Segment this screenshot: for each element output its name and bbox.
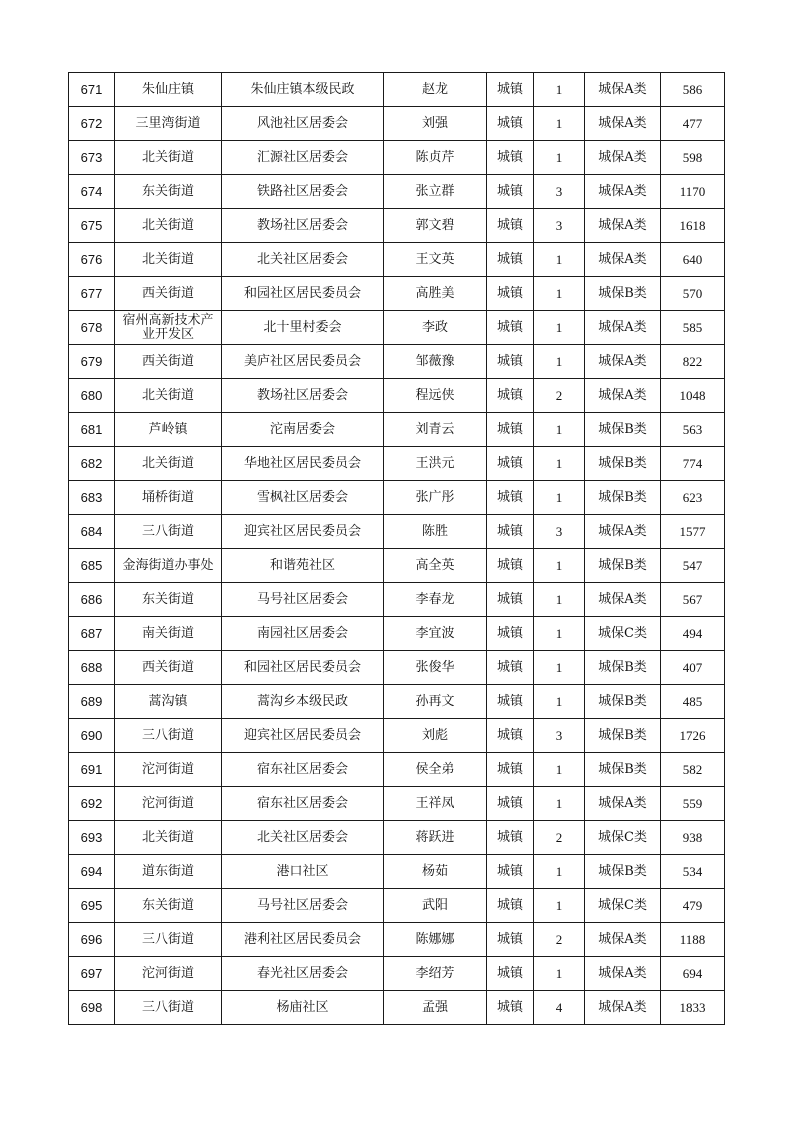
household-count-cell: 1 (534, 141, 585, 175)
category-cell: 城保B类 (585, 855, 661, 889)
name-cell: 孙再文 (384, 685, 487, 719)
street-cell: 北关街道 (115, 209, 222, 243)
street-cell: 北关街道 (115, 141, 222, 175)
category-cell: 城保A类 (585, 73, 661, 107)
row-number-cell: 683 (69, 481, 115, 515)
name-cell: 高全英 (384, 549, 487, 583)
area-type-cell: 城镇 (487, 379, 534, 413)
name-cell: 陈娜娜 (384, 923, 487, 957)
name-cell: 张立群 (384, 175, 487, 209)
community-cell: 朱仙庄镇本级民政 (222, 73, 384, 107)
area-type-cell: 城镇 (487, 311, 534, 345)
row-number-cell: 692 (69, 787, 115, 821)
area-type-cell: 城镇 (487, 515, 534, 549)
row-number-cell: 680 (69, 379, 115, 413)
street-cell: 西关街道 (115, 651, 222, 685)
table-row (69, 243, 725, 277)
street-cell: 三八街道 (115, 923, 222, 957)
street-cell: 三里湾街道 (115, 107, 222, 141)
street-cell: 北关街道 (115, 379, 222, 413)
community-cell: 杨庙社区 (222, 991, 384, 1025)
community-cell: 铁路社区居委会 (222, 175, 384, 209)
row-number-cell: 679 (69, 345, 115, 379)
name-cell: 高胜美 (384, 277, 487, 311)
row-number-cell: 695 (69, 889, 115, 923)
amount-cell: 586 (661, 73, 725, 107)
household-count-cell: 2 (534, 923, 585, 957)
community-cell: 教场社区居委会 (222, 379, 384, 413)
name-cell: 王洪元 (384, 447, 487, 481)
street-cell: 三八街道 (115, 719, 222, 753)
area-type-cell: 城镇 (487, 957, 534, 991)
household-count-cell: 1 (534, 855, 585, 889)
community-cell: 迎宾社区居民委员会 (222, 719, 384, 753)
area-type-cell: 城镇 (487, 651, 534, 685)
table-row (69, 379, 725, 413)
table-row (69, 345, 725, 379)
community-cell: 迎宾社区居民委员会 (222, 515, 384, 549)
street-cell: 沱河街道 (115, 787, 222, 821)
community-cell: 华地社区居民委员会 (222, 447, 384, 481)
row-number-cell: 687 (69, 617, 115, 651)
household-count-cell: 1 (534, 481, 585, 515)
row-number-cell: 671 (69, 73, 115, 107)
community-cell: 风池社区居委会 (222, 107, 384, 141)
community-cell: 马号社区居委会 (222, 583, 384, 617)
table-row (69, 855, 725, 889)
household-count-cell: 1 (534, 651, 585, 685)
amount-cell: 570 (661, 277, 725, 311)
name-cell: 刘彪 (384, 719, 487, 753)
street-cell: 东关街道 (115, 889, 222, 923)
community-cell: 北关社区居委会 (222, 243, 384, 277)
amount-cell: 774 (661, 447, 725, 481)
household-count-cell: 1 (534, 73, 585, 107)
category-cell: 城保A类 (585, 345, 661, 379)
community-cell: 汇源社区居委会 (222, 141, 384, 175)
amount-cell: 485 (661, 685, 725, 719)
name-cell: 张俊华 (384, 651, 487, 685)
street-cell: 三八街道 (115, 991, 222, 1025)
street-cell: 宿州高新技术产业开发区 (115, 311, 222, 345)
household-count-cell: 3 (534, 209, 585, 243)
amount-cell: 582 (661, 753, 725, 787)
area-type-cell: 城镇 (487, 753, 534, 787)
area-type-cell: 城镇 (487, 345, 534, 379)
area-type-cell: 城镇 (487, 719, 534, 753)
household-count-cell: 2 (534, 821, 585, 855)
table-row (69, 787, 725, 821)
amount-cell: 822 (661, 345, 725, 379)
area-type-cell: 城镇 (487, 175, 534, 209)
area-type-cell: 城镇 (487, 889, 534, 923)
community-cell: 宿东社区居委会 (222, 753, 384, 787)
row-number-cell: 684 (69, 515, 115, 549)
household-count-cell: 1 (534, 957, 585, 991)
amount-cell: 407 (661, 651, 725, 685)
table-row (69, 311, 725, 345)
name-cell: 李宜波 (384, 617, 487, 651)
table-row (69, 617, 725, 651)
row-number-cell: 686 (69, 583, 115, 617)
table-row (69, 889, 725, 923)
household-count-cell: 1 (534, 889, 585, 923)
community-cell: 教场社区居委会 (222, 209, 384, 243)
household-count-cell: 1 (534, 583, 585, 617)
household-count-cell: 2 (534, 379, 585, 413)
household-count-cell: 4 (534, 991, 585, 1025)
amount-cell: 477 (661, 107, 725, 141)
street-cell: 北关街道 (115, 821, 222, 855)
community-cell: 马号社区居委会 (222, 889, 384, 923)
name-cell: 郭文碧 (384, 209, 487, 243)
table-row (69, 549, 725, 583)
household-count-cell: 3 (534, 175, 585, 209)
category-cell: 城保A类 (585, 107, 661, 141)
row-number-cell: 688 (69, 651, 115, 685)
street-cell: 埇桥街道 (115, 481, 222, 515)
community-cell: 雪枫社区居委会 (222, 481, 384, 515)
category-cell: 城保A类 (585, 175, 661, 209)
area-type-cell: 城镇 (487, 787, 534, 821)
street-cell: 南关街道 (115, 617, 222, 651)
row-number-cell: 682 (69, 447, 115, 481)
name-cell: 李政 (384, 311, 487, 345)
street-cell: 蒿沟镇 (115, 685, 222, 719)
amount-cell: 585 (661, 311, 725, 345)
table-row (69, 583, 725, 617)
row-number-cell: 678 (69, 311, 115, 345)
name-cell: 陈胜 (384, 515, 487, 549)
table-row (69, 141, 725, 175)
street-cell: 东关街道 (115, 175, 222, 209)
amount-cell: 598 (661, 141, 725, 175)
row-number-cell: 672 (69, 107, 115, 141)
name-cell: 刘青云 (384, 413, 487, 447)
household-count-cell: 1 (534, 311, 585, 345)
area-type-cell: 城镇 (487, 141, 534, 175)
street-cell: 三八街道 (115, 515, 222, 549)
name-cell: 侯全弟 (384, 753, 487, 787)
community-cell: 港利社区居民委员会 (222, 923, 384, 957)
community-cell: 港口社区 (222, 855, 384, 889)
category-cell: 城保B类 (585, 651, 661, 685)
area-type-cell: 城镇 (487, 481, 534, 515)
category-cell: 城保B类 (585, 753, 661, 787)
community-cell: 北十里村委会 (222, 311, 384, 345)
category-cell: 城保B类 (585, 685, 661, 719)
category-cell: 城保A类 (585, 243, 661, 277)
name-cell: 王文英 (384, 243, 487, 277)
row-number-cell: 677 (69, 277, 115, 311)
amount-cell: 694 (661, 957, 725, 991)
category-cell: 城保B类 (585, 549, 661, 583)
name-cell: 陈贞芹 (384, 141, 487, 175)
row-number-cell: 689 (69, 685, 115, 719)
community-cell: 蒿沟乡本级民政 (222, 685, 384, 719)
category-cell: 城保A类 (585, 787, 661, 821)
table-row (69, 277, 725, 311)
community-cell: 和园社区居民委员会 (222, 651, 384, 685)
household-count-cell: 1 (534, 685, 585, 719)
amount-cell: 1170 (661, 175, 725, 209)
street-cell: 道东街道 (115, 855, 222, 889)
street-cell: 沱河街道 (115, 753, 222, 787)
row-number-cell: 681 (69, 413, 115, 447)
category-cell: 城保A类 (585, 311, 661, 345)
roster-body (69, 73, 725, 1025)
category-cell: 城保A类 (585, 957, 661, 991)
area-type-cell: 城镇 (487, 923, 534, 957)
category-cell: 城保B类 (585, 719, 661, 753)
street-cell: 西关街道 (115, 345, 222, 379)
category-cell: 城保B类 (585, 447, 661, 481)
amount-cell: 1577 (661, 515, 725, 549)
table-row (69, 73, 725, 107)
table-row (69, 447, 725, 481)
street-cell: 朱仙庄镇 (115, 73, 222, 107)
area-type-cell: 城镇 (487, 447, 534, 481)
roster-sheet (68, 72, 724, 1025)
community-cell: 和园社区居民委员会 (222, 277, 384, 311)
community-cell: 春光社区居委会 (222, 957, 384, 991)
table-row (69, 107, 725, 141)
amount-cell: 479 (661, 889, 725, 923)
row-number-cell: 694 (69, 855, 115, 889)
household-count-cell: 1 (534, 447, 585, 481)
community-cell: 美庐社区居民委员会 (222, 345, 384, 379)
area-type-cell: 城镇 (487, 413, 534, 447)
category-cell: 城保C类 (585, 821, 661, 855)
amount-cell: 559 (661, 787, 725, 821)
table-row (69, 481, 725, 515)
household-count-cell: 3 (534, 515, 585, 549)
community-cell: 沱南居委会 (222, 413, 384, 447)
name-cell: 孟强 (384, 991, 487, 1025)
category-cell: 城保C类 (585, 889, 661, 923)
amount-cell: 623 (661, 481, 725, 515)
amount-cell: 494 (661, 617, 725, 651)
area-type-cell: 城镇 (487, 549, 534, 583)
amount-cell: 1726 (661, 719, 725, 753)
amount-cell: 1833 (661, 991, 725, 1025)
household-count-cell: 1 (534, 243, 585, 277)
community-cell: 和谐苑社区 (222, 549, 384, 583)
area-type-cell: 城镇 (487, 73, 534, 107)
table-row (69, 719, 725, 753)
row-number-cell: 696 (69, 923, 115, 957)
name-cell: 杨茹 (384, 855, 487, 889)
category-cell: 城保A类 (585, 923, 661, 957)
household-count-cell: 1 (534, 753, 585, 787)
name-cell: 蒋跃进 (384, 821, 487, 855)
category-cell: 城保A类 (585, 583, 661, 617)
row-number-cell: 693 (69, 821, 115, 855)
community-cell: 宿东社区居委会 (222, 787, 384, 821)
category-cell: 城保B类 (585, 481, 661, 515)
table-row (69, 515, 725, 549)
amount-cell: 567 (661, 583, 725, 617)
row-number-cell: 691 (69, 753, 115, 787)
table-row (69, 923, 725, 957)
area-type-cell: 城镇 (487, 855, 534, 889)
row-number-cell: 698 (69, 991, 115, 1025)
row-number-cell: 676 (69, 243, 115, 277)
table-row (69, 651, 725, 685)
household-count-cell: 1 (534, 617, 585, 651)
area-type-cell: 城镇 (487, 617, 534, 651)
table-row (69, 685, 725, 719)
name-cell: 李绍芳 (384, 957, 487, 991)
area-type-cell: 城镇 (487, 243, 534, 277)
amount-cell: 640 (661, 243, 725, 277)
area-type-cell: 城镇 (487, 821, 534, 855)
street-cell: 芦岭镇 (115, 413, 222, 447)
row-number-cell: 674 (69, 175, 115, 209)
name-cell: 刘强 (384, 107, 487, 141)
category-cell: 城保A类 (585, 209, 661, 243)
street-cell: 西关街道 (115, 277, 222, 311)
street-cell: 北关街道 (115, 243, 222, 277)
table-row (69, 175, 725, 209)
household-count-cell: 1 (534, 277, 585, 311)
name-cell: 张广彤 (384, 481, 487, 515)
roster-table (68, 72, 725, 1025)
street-cell: 金海街道办事处 (115, 549, 222, 583)
area-type-cell: 城镇 (487, 583, 534, 617)
household-count-cell: 1 (534, 345, 585, 379)
table-row (69, 753, 725, 787)
name-cell: 李春龙 (384, 583, 487, 617)
name-cell: 赵龙 (384, 73, 487, 107)
table-row (69, 991, 725, 1025)
name-cell: 程远侠 (384, 379, 487, 413)
household-count-cell: 1 (534, 107, 585, 141)
row-number-cell: 675 (69, 209, 115, 243)
amount-cell: 563 (661, 413, 725, 447)
community-cell: 南园社区居委会 (222, 617, 384, 651)
table-row (69, 413, 725, 447)
amount-cell: 547 (661, 549, 725, 583)
amount-cell: 1188 (661, 923, 725, 957)
category-cell: 城保A类 (585, 379, 661, 413)
name-cell: 武阳 (384, 889, 487, 923)
area-type-cell: 城镇 (487, 991, 534, 1025)
table-row (69, 209, 725, 243)
community-cell: 北关社区居委会 (222, 821, 384, 855)
name-cell: 邹薇豫 (384, 345, 487, 379)
amount-cell: 1618 (661, 209, 725, 243)
row-number-cell: 685 (69, 549, 115, 583)
area-type-cell: 城镇 (487, 685, 534, 719)
row-number-cell: 673 (69, 141, 115, 175)
area-type-cell: 城镇 (487, 107, 534, 141)
household-count-cell: 1 (534, 787, 585, 821)
category-cell: 城保A类 (585, 991, 661, 1025)
area-type-cell: 城镇 (487, 209, 534, 243)
household-count-cell: 1 (534, 413, 585, 447)
household-count-cell: 3 (534, 719, 585, 753)
name-cell: 王祥凤 (384, 787, 487, 821)
row-number-cell: 690 (69, 719, 115, 753)
category-cell: 城保A类 (585, 515, 661, 549)
table-row (69, 821, 725, 855)
category-cell: 城保B类 (585, 277, 661, 311)
area-type-cell: 城镇 (487, 277, 534, 311)
row-number-cell: 697 (69, 957, 115, 991)
amount-cell: 938 (661, 821, 725, 855)
amount-cell: 534 (661, 855, 725, 889)
street-cell: 沱河街道 (115, 957, 222, 991)
category-cell: 城保C类 (585, 617, 661, 651)
street-cell: 北关街道 (115, 447, 222, 481)
category-cell: 城保B类 (585, 413, 661, 447)
household-count-cell: 1 (534, 549, 585, 583)
street-cell: 东关街道 (115, 583, 222, 617)
table-row (69, 957, 725, 991)
category-cell: 城保A类 (585, 141, 661, 175)
amount-cell: 1048 (661, 379, 725, 413)
